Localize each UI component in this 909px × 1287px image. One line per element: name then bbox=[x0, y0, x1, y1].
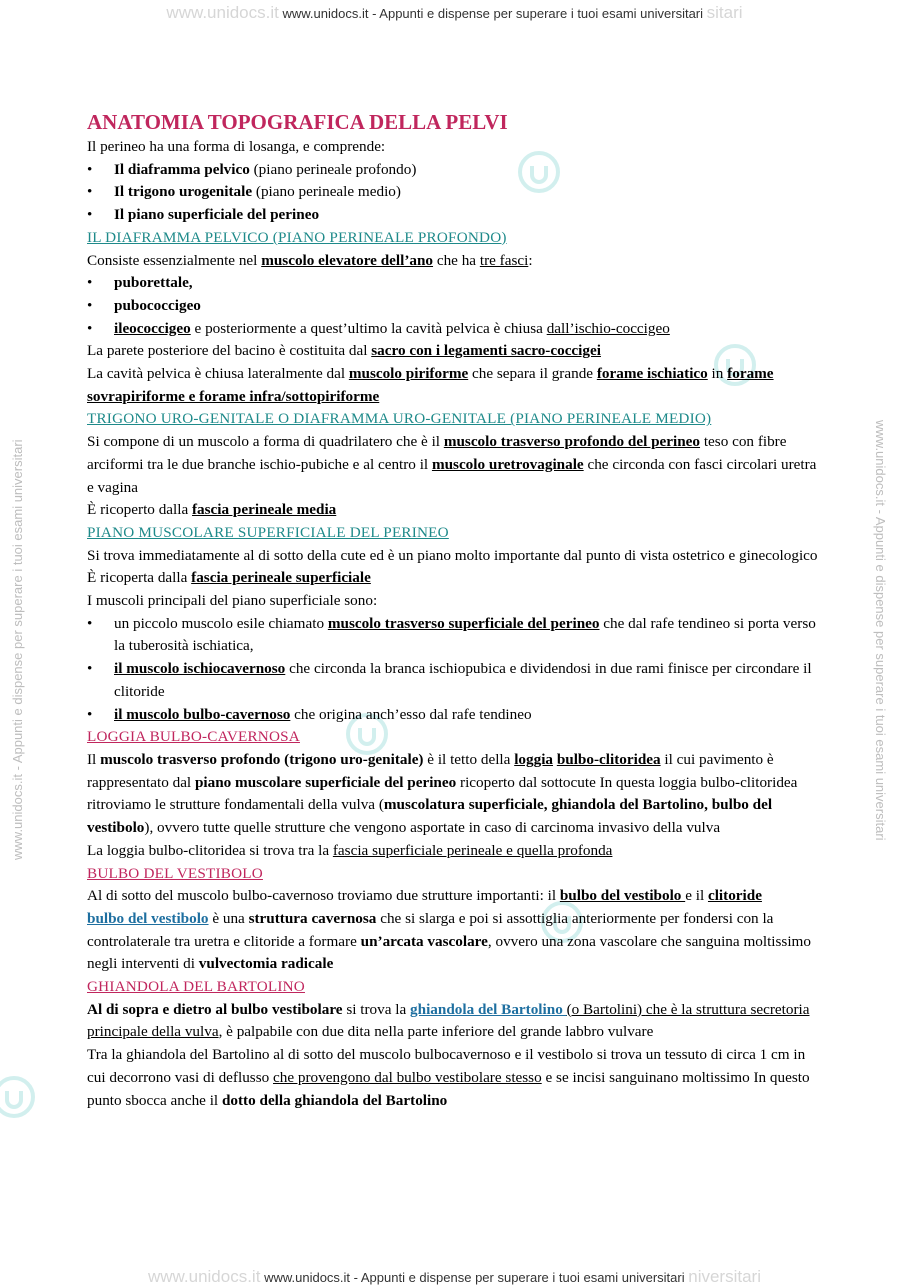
page-footer bbox=[0, 1267, 909, 1287]
side-watermark-left: www.unidocs.it - Appunti e dispense per superare i tuoi esami universitari bbox=[10, 439, 25, 860]
unidocs-logo-watermark bbox=[0, 1075, 36, 1119]
paragraph: Al di sotto del muscolo bulbo-cavernoso troviamo due strutture importanti: il bulbo del vestibolo e il clitoride bbox=[87, 887, 762, 905]
section-heading-piano-superficiale: PIANO MUSCOLARE SUPERFICIALE DEL PERINEO bbox=[87, 523, 449, 541]
paragraph: Si compone di un muscolo a forma di quadrilatero che è il muscolo trasverso profondo del perineo teso con fibre arciformi tra le due branche ischio-pubiche e al centro il muscolo uretrovaginale che circonda con fasci circolari uretra e vagina bbox=[87, 433, 817, 496]
paragraph: Il muscolo trasverso profondo (trigono uro-genitale) è il tetto della loggia bulbo-clitoridea il cui pavimento è rappresentato dal piano muscolare superficiale del perineo ricoperto dal sottocute In questa loggia bulbo-clitoridea ritroviamo le strutture fondamentali della vulva (muscolatura superficiale, ghiandola del Bartolino, bulbo del vestibolo), ovvero tutte quelle strutture che vengono asportate in caso di carcinoma invasivo della vulva bbox=[87, 750, 798, 837]
document-title: ANATOMIA TOPOGRAFICA DELLA PELVI bbox=[87, 110, 508, 134]
section-heading-trigono-urogenitale: TRIGONO URO-GENITALE O DIAFRAMMA URO-GENITALE (PIANO PERINEALE MEDIO) bbox=[87, 410, 712, 428]
paragraph: La cavità pelvica è chiusa lateralmente dal muscolo piriforme che separa il grande forame ischiatico in forame sovrapiriforme e forame infra/sottopiriforme bbox=[87, 365, 774, 405]
side-watermark-right: www.unidocs.it - Appunti e dispense per superare i tuoi esami universitari bbox=[873, 420, 888, 841]
list-item: • Il piano superficiale del perineo bbox=[87, 204, 822, 227]
intro-paragraph: Il perineo ha una forma di losanga, e comprende: bbox=[87, 138, 386, 155]
intro-list bbox=[87, 159, 822, 227]
paragraph: Tra la ghiandola del Bartolino al di sotto del muscolo bulbocavernoso e il vestibolo si trova un tessuto di circa 1 cm in cui decorrono vasi di deflusso che provengono dal bulbo vestibolare stesso e se incisi sanguinano moltissimo In questo punto sbocca anche il dotto della ghiandola del Bartolino bbox=[87, 1046, 810, 1109]
paragraph: Consiste essenzialmente nel muscolo elevatore dell’ano che ha tre fasci: bbox=[87, 251, 533, 269]
section-heading-diaframma-pelvico: IL DIAFRAMMA PELVICO (PIANO PERINEALE PROFONDO) bbox=[87, 228, 507, 246]
fasci-list bbox=[87, 272, 822, 340]
list-item: • Il trigono urogenitale (piano perineale medio) bbox=[87, 181, 822, 204]
header-text: www.unidocs.it - Appunti e dispense per superare i tuoi esami universitari bbox=[282, 6, 704, 21]
section-heading-ghiandola-bartolino: GHIANDOLA DEL BARTOLINO bbox=[87, 978, 305, 996]
paragraph: È ricoperto dalla fascia perineale media bbox=[87, 501, 337, 519]
footer-text: www.unidocs.it - Appunti e dispense per superare i tuoi esami universitari bbox=[264, 1270, 685, 1285]
list-item: • Il diaframma pelvico (piano perineale profondo) bbox=[87, 159, 822, 182]
paragraph: La parete posteriore del bacino è costituita dal sacro con i legamenti sacro-coccigei bbox=[87, 342, 601, 360]
list-item: • pubococcigeo bbox=[87, 295, 822, 318]
section-heading-loggia-bulbo-cavernosa: LOGGIA BULBO-CAVERNOSA bbox=[87, 728, 300, 746]
footer-ghost-right: niversitari bbox=[688, 1267, 761, 1286]
section-heading-bulbo-vestibolo: BULBO DEL VESTIBOLO bbox=[87, 864, 263, 882]
header-ghost-left: www.unidocs.it bbox=[166, 3, 279, 22]
document-body bbox=[87, 108, 822, 1112]
paragraph: Si trova immediatamente al di sotto della cute ed è un piano molto importante dal punto di vista ostetrico e ginecologico bbox=[87, 546, 818, 564]
list-item: • puborettale, bbox=[87, 272, 822, 295]
list-item: • il muscolo ischiocavernoso che circonda la branca ischiopubica e dividendosi in due rami finisce per circondare il clitoride bbox=[87, 658, 822, 703]
list-item: • ileococcigeo e posteriormente a quest’ultimo la cavità pelvica è chiusa dall’ischio-coccigeo bbox=[87, 318, 822, 341]
footer-ghost-left: www.unidocs.it bbox=[148, 1267, 261, 1286]
paragraph: La loggia bulbo-clitoridea si trova tra la fascia superficiale perineale e quella profonda bbox=[87, 841, 613, 859]
paragraph: È ricoperta dalla fascia perineale superficiale bbox=[87, 569, 371, 587]
muscoli-list bbox=[87, 613, 822, 727]
paragraph: I muscoli principali del piano superficiale sono: bbox=[87, 592, 378, 610]
list-item: • un piccolo muscolo esile chiamato muscolo trasverso superficiale del perineo che dal rafe tendineo si porta verso la tuberosità ischiatica, bbox=[87, 613, 822, 658]
paragraph: Al di sopra e dietro al bulbo vestibolare si trova la ghiandola del Bartolino (o Bartolini) che è la struttura secretoria principale della vulva, è palpabile con due dita nella parte inferiore del grande labbro vulvare bbox=[87, 1000, 810, 1041]
paragraph: bulbo del vestibolo è una struttura cavernosa che si slarga e poi si assottiglia anteriormente per fondersi con la controlaterale tra uretra e clitoride a formare un’arcata vascolare, ovvero una zona vascolare che sanguina moltissimo negli interventi di vulvectomia radicale bbox=[87, 909, 811, 973]
list-item: • il muscolo bulbo-cavernoso che origina anch’esso dal rafe tendineo bbox=[87, 704, 822, 727]
header-ghost-right: sitari bbox=[706, 3, 743, 22]
page-header bbox=[0, 3, 909, 23]
